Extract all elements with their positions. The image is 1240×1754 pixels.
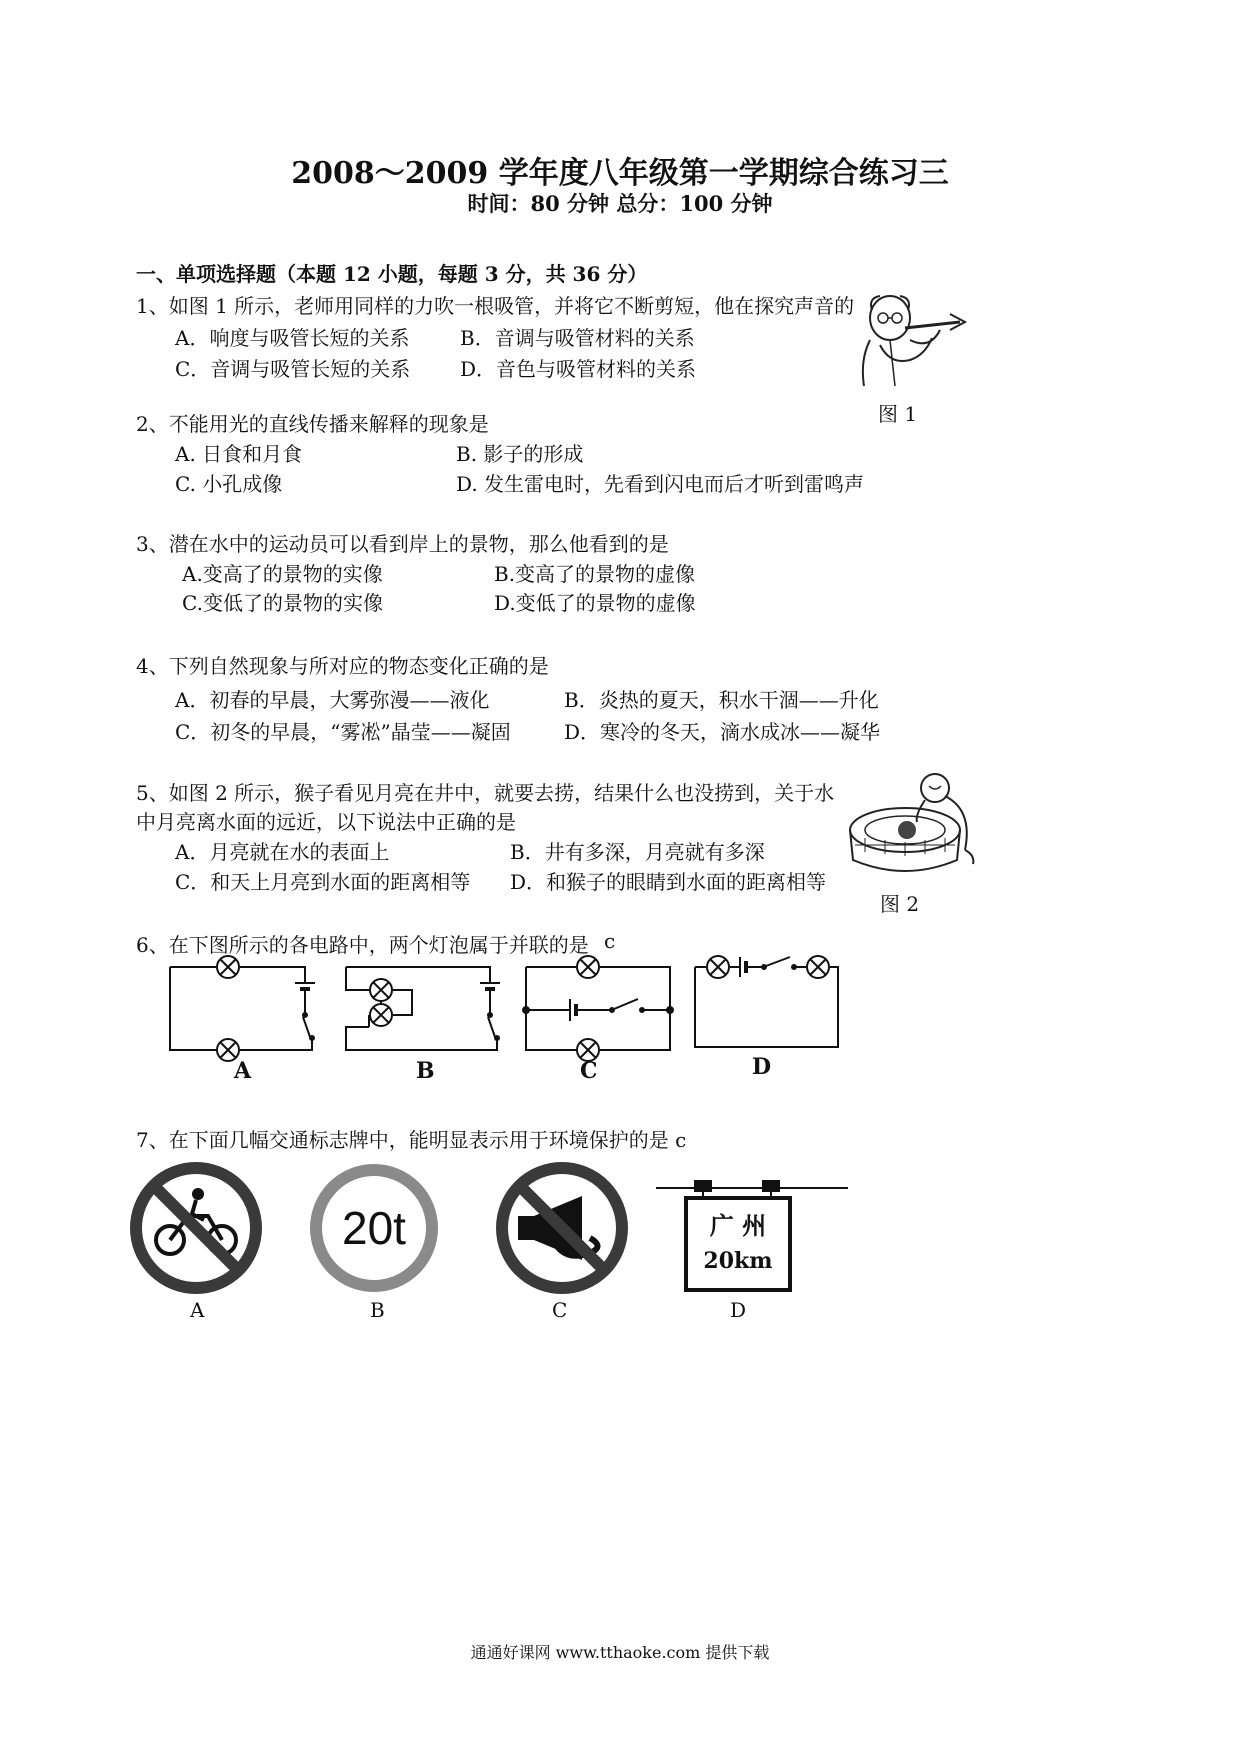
circuit-a <box>170 956 315 1061</box>
question-6-stem: 6、在下图所示的各电路中，两个灯泡属于并联的是 <box>136 933 589 957</box>
sign-no-bicycles <box>128 1160 264 1296</box>
question-1-option-d: D．音色与吸管材料的关系 <box>460 357 697 381</box>
page-title: 2008～2009 学年度八年级第一学期综合练习三 <box>291 156 949 191</box>
question-5-option-c: C．和天上月亮到水面的距离相等 <box>175 870 471 894</box>
question-4-option-b: B．炎热的夏天，积水干涸——升化 <box>564 688 879 712</box>
question-5-stem-line-1: 5、如图 2 所示，猴子看见月亮在井中，就要去捞，结果什么也没捞到，关于水 <box>136 781 835 805</box>
sign-label-d: D <box>730 1298 747 1322</box>
page-subtitle: 时间：80 分钟 总分：100 分钟 <box>467 191 773 216</box>
sign-no-horn <box>494 1160 630 1296</box>
question-3-option-a: A.变高了的景物的实像 <box>182 562 383 586</box>
question-2-option-a: A. 日食和月食 <box>175 442 303 466</box>
figure-2-caption: 图 2 <box>880 892 920 916</box>
sign-d-city: 广 州 <box>709 1212 767 1240</box>
figure-1-caption: 图 1 <box>878 402 918 426</box>
question-4-option-d: D．寒冷的冬天，滴水成冰——凝华 <box>564 720 881 744</box>
circuit-d <box>695 956 838 1047</box>
question-3-option-c: C.变低了的景物的实像 <box>182 591 383 615</box>
circuit-label-b: B <box>416 1058 435 1084</box>
question-2-option-d: D. 发生雷电时，先看到闪电而后才听到雷鸣声 <box>456 472 865 496</box>
question-2-stem: 2、不能用光的直线传播来解释的现象是 <box>136 412 489 436</box>
sign-d-distance: 20km <box>703 1248 773 1274</box>
sign-label-a: A <box>190 1298 205 1322</box>
sign-b-text: 20t <box>342 1202 406 1254</box>
question-7-stem: 7、在下面几幅交通标志牌中，能明显表示用于环境保护的是 c <box>136 1128 687 1152</box>
circuit-label-c: C <box>580 1058 598 1084</box>
question-2-option-c: C. 小孔成像 <box>175 472 283 496</box>
question-4-option-a: A．初春的早晨，大雾弥漫——液化 <box>175 688 490 712</box>
question-3-stem: 3、潜在水中的运动员可以看到岸上的景物，那么他看到的是 <box>136 532 669 556</box>
circuit-label-d: D <box>752 1054 772 1080</box>
figure-2-monkey-well-illustration <box>845 760 985 880</box>
question-6-answer-note: c <box>604 929 616 953</box>
sign-label-b: B <box>370 1298 385 1322</box>
question-5-option-d: D．和猴子的眼睛到水面的距离相等 <box>510 870 827 894</box>
sign-label-c: C <box>552 1298 568 1322</box>
question-1-option-a: A．响度与吸管长短的关系 <box>175 326 410 350</box>
question-3-option-d: D.变低了的景物的虚像 <box>494 591 696 615</box>
circuit-label-a: A <box>234 1058 252 1084</box>
section-heading: 一、单项选择题（本题 12 小题，每题 3 分，共 36 分） <box>136 262 648 286</box>
question-5-stem-line-2: 中月亮离水面的远近，以下说法中正确的是 <box>136 810 516 834</box>
question-1-stem: 1、如图 1 所示，老师用同样的力吹一根吸管，并将它不断剪短，他在探究声音的 <box>136 294 855 318</box>
sign-distance-guangzhou <box>656 1176 850 1296</box>
circuit-b <box>346 967 500 1050</box>
question-4-option-c: C．初冬的早晨，“雾凇”晶莹——凝固 <box>175 720 511 744</box>
question-1-option-b: B．音调与吸管材料的关系 <box>460 326 695 350</box>
sign-weight-limit <box>308 1162 440 1294</box>
question-2-option-b: B. 影子的形成 <box>456 442 584 466</box>
question-5-option-a: A．月亮就在水的表面上 <box>175 840 390 864</box>
circuit-c <box>523 956 673 1061</box>
question-3-option-b: B.变高了的景物的虚像 <box>494 562 696 586</box>
figure-1-teacher-straw-illustration <box>850 290 980 390</box>
question-4-stem: 4、下列自然现象与所对应的物态变化正确的是 <box>136 654 549 678</box>
question-1-option-c: C．音调与吸管长短的关系 <box>175 357 411 381</box>
page-footer: 通通好课网 www.tthaoke.com 提供下载 <box>470 1643 770 1662</box>
question-5-option-b: B．井有多深，月亮就有多深 <box>510 840 765 864</box>
